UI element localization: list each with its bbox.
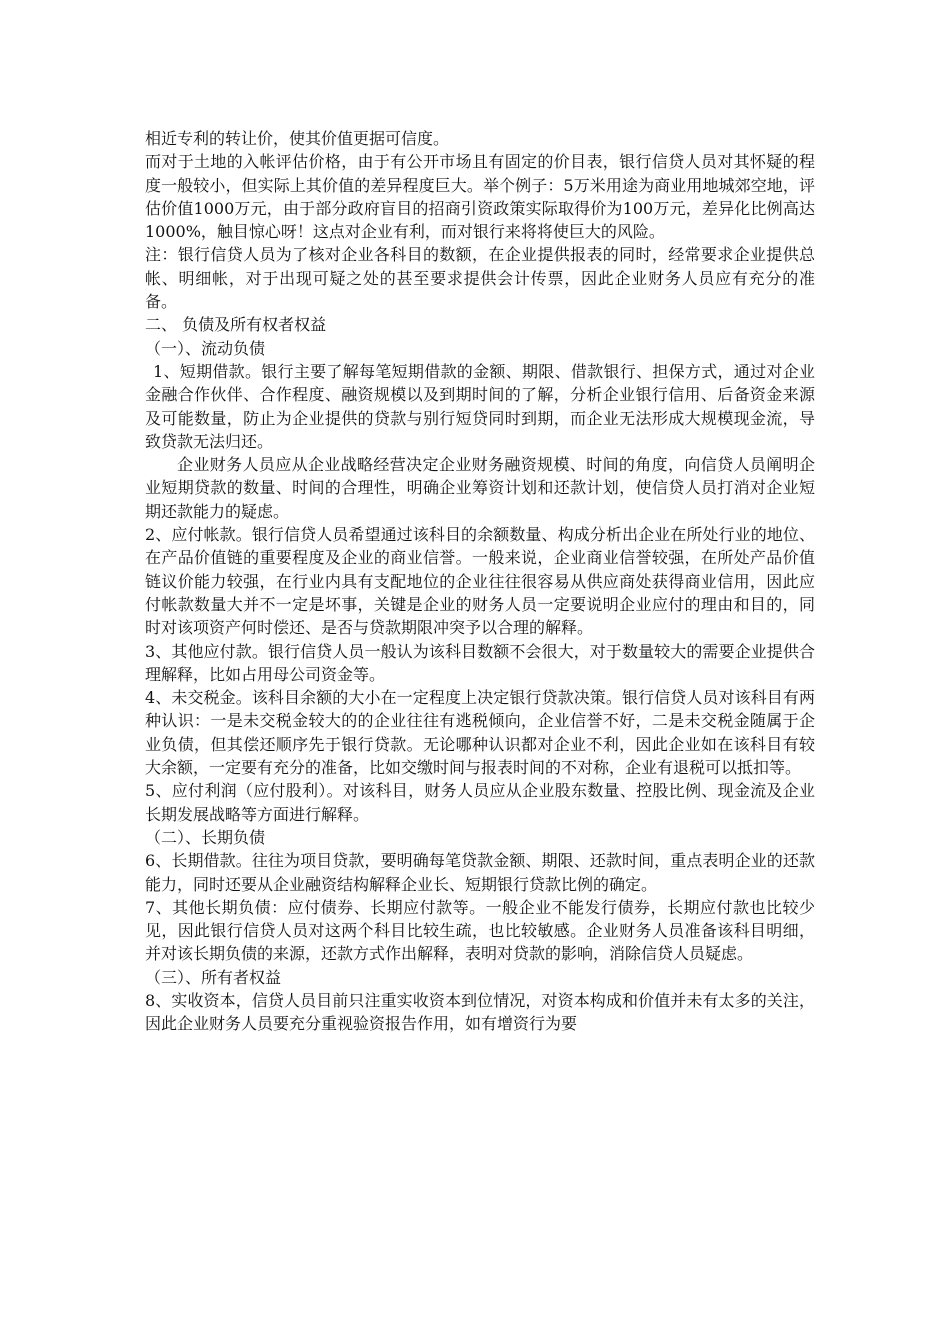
body-paragraph: 而对于土地的入帐评估价格，由于有公开市场且有固定的价目表，银行信贷人员对其怀疑的程度一般较小，但实际上其价值的差异程度巨大。举个例子：5万米用途为商业用地城郊空地，评估价值1000万元，由于部分政府盲目的招商引资政策实际取得价为100万元，差异化比例高达1000%，触目惊心呀！这点对企业有利，而对银行来将将使巨大的风险。	[145, 152, 815, 242]
body-paragraph: 6、长期借款。往往为项目贷款，要明确每笔贷款金额、期限、还款时间，重点表明企业的还款能力，同时还要从企业融资结构解释企业长、短期银行贷款比例的确定。	[145, 851, 815, 894]
body-paragraph: 2、应付帐款。银行信贷人员希望通过该科目的余额数量、构成分析出企业在所处行业的地位、在产品价值链的重要程度及企业的商业信誉。一般来说，企业商业信誉较强，在所处产品价值链议价能力较强，在行业内具有支配地位的企业往往很容易从供应商处获得商业信用，因此应付帐款数量大并不一定是坏事，关键是企业的财务人员一定要说明企业应付的理由和目的，同时对该项资产何时偿还、是否与贷款期限冲突予以合理的解释。	[145, 525, 815, 638]
section-heading: 二、 负债及所有权者权益	[145, 315, 327, 335]
body-paragraph: 7、其他长期负债：应付债券、长期应付款等。一般企业不能发行债券，长期应付款也比较少见，因此银行信贷人员对这两个科目比较生疏，也比较敏感。企业财务人员准备该科目明细，并对该长期负债的来源，还款方式作出解释，表明对贷款的影响，消除信贷人员疑虑。	[145, 897, 815, 964]
body-paragraph: 3、其他应付款。银行信贷人员一般认为该科目数额不会很大，对于数量较大的需要企业提供合理解释，比如占用母公司资金等。	[145, 641, 815, 684]
body-paragraph: 相近专利的转让价，使其价值更据可信度。	[145, 129, 450, 148]
subsection-heading: （三）、所有者权益	[145, 967, 282, 987]
body-paragraph: 8、实收资本，信贷人员目前只注重实收资本到位情况，对资本构成和价值并未有太多的关注，因此企业财务人员要充分重视验资报告作用，如有增资行为要	[145, 990, 815, 1034]
subsection-heading: （一）、流动负债	[145, 338, 266, 358]
body-paragraph: 企业财务人员应从企业战略经营决定企业财务融资规模、时间的角度，向信贷人员阐明企业短期贷款的数量、时间的合理性，明确企业筹资计划和还款计划，使信贷人员打消对企业短期还款能力的疑虑。	[145, 455, 815, 521]
body-paragraph: 1、短期借款。银行主要了解每笔短期借款的金额、期限、借款银行、担保方式，通过对企业金融合作伙伴、合作程度、融资规模以及到期时间的了解，分析企业银行信用、后备资金来源及可能数量，防止为企业提供的贷款与别行短贷同时到期，而企业无法形成大规模现金流，导致贷款无法归还。	[145, 361, 815, 451]
note-paragraph: 注：银行信贷人员为了核对企业各科目的数额，在企业提供报表的同时，经常要求企业提供总帐、明细帐，对于出现可疑之处的甚至要求提供会计传票，因此企业财务人员应有充分的准备。	[145, 245, 815, 312]
subsection-heading: （二）、长期负债	[145, 827, 266, 847]
document-page	[145, 127, 815, 1036]
body-paragraph: 5、应付利润（应付股利）。对该科目，财务人员应从企业股东数量、控股比例、现金流及企业长期发展战略等方面进行解释。	[145, 781, 815, 824]
body-paragraph: 4、未交税金。该科目余额的大小在一定程度上决定银行贷款决策。银行信贷人员对该科目有两种认识：一是未交税金较大的的企业往往有逃税倾向，企业信誉不好，二是未交税金随属于企业负债，但其偿还顺序先于银行贷款。无论哪种认识都对企业不利，因此企业如在该科目有较大余额，一定要有充分的准备，比如交缴时间与报表时间的不对称，企业有退税可以抵扣等。	[145, 688, 815, 778]
